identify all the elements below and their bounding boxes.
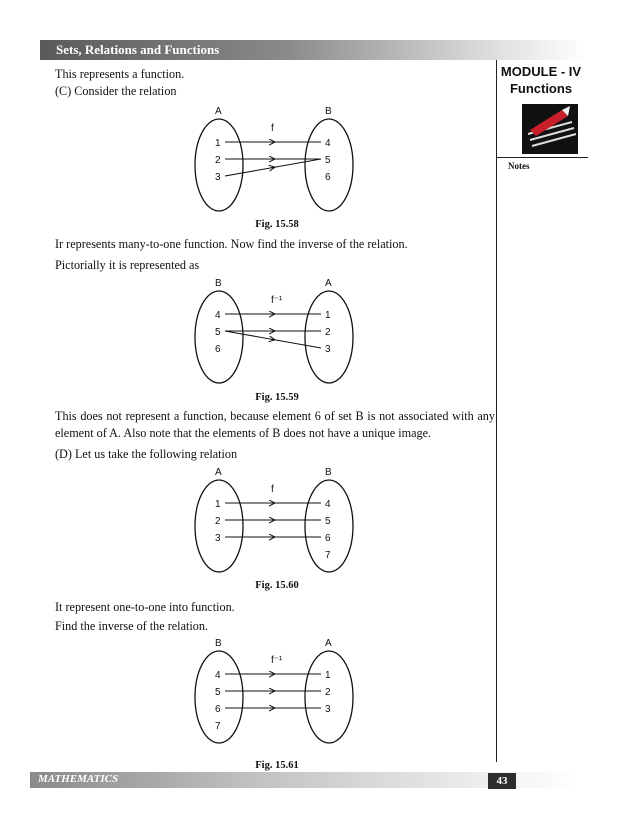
right-element: 7: [325, 550, 331, 561]
left-element: 1: [215, 138, 221, 149]
right-element: 2: [325, 327, 331, 338]
map-label: f: [271, 484, 274, 495]
figure-caption: Fig. 15.59: [255, 392, 299, 403]
right-element: 4: [325, 499, 331, 510]
mapping-diagram: [175, 277, 375, 387]
figure: [175, 105, 375, 215]
left-element: 7: [215, 721, 221, 732]
left-element: 5: [215, 687, 221, 698]
module-number: MODULE - IV: [500, 64, 582, 79]
left-element: 4: [215, 310, 221, 321]
left-element: 6: [215, 344, 221, 355]
paragraph: This does not represent a function, because element 6 of set B is not associated with any element of A. Also note that the elements of B does not have a unique image.: [55, 409, 495, 440]
right-element: 4: [325, 138, 331, 149]
paragraph: Ir represents many-to-one function. Now find the inverse of the relation.: [55, 237, 408, 251]
paragraph: Find the inverse of the relation.: [55, 619, 208, 633]
mapping-diagram: [175, 637, 375, 747]
left-element: 1: [215, 499, 221, 510]
left-element: 2: [215, 516, 221, 527]
arrow-head: [270, 339, 273, 340]
left-element: 4: [215, 670, 221, 681]
page-number: 43: [488, 773, 516, 789]
figure: [175, 637, 375, 747]
set-left-label: B: [215, 638, 222, 649]
paragraph: This represents a function.: [55, 67, 185, 81]
mapping-diagram: [175, 105, 375, 215]
right-element: 2: [325, 687, 331, 698]
set-right-label: A: [325, 278, 332, 289]
footer-subject: MATHEMATICS: [38, 773, 119, 785]
notes-label: Notes: [508, 161, 530, 171]
left-element: 6: [215, 704, 221, 715]
map-label: f⁻¹: [271, 295, 283, 306]
notes-divider: [496, 157, 588, 158]
figure-caption: Fig. 15.58: [255, 219, 299, 230]
book-pen-icon: [522, 104, 578, 154]
right-element: 3: [325, 704, 331, 715]
right-element: 5: [325, 516, 331, 527]
mapping-diagram: [175, 466, 375, 576]
set-right-label: A: [325, 638, 332, 649]
right-element: 1: [325, 310, 331, 321]
right-element: 6: [325, 172, 331, 183]
set-left-label: A: [215, 106, 222, 117]
right-element: 5: [325, 155, 331, 166]
left-element: 3: [215, 172, 221, 183]
module-label: [497, 63, 585, 97]
map-label: f⁻¹: [271, 655, 283, 666]
paragraph: Pictorially it is represented as: [55, 258, 200, 272]
left-element: 2: [215, 155, 221, 166]
figure-caption: Fig. 15.60: [255, 580, 299, 591]
header-bar: [40, 40, 586, 60]
set-right-label: B: [325, 467, 332, 478]
paragraph: (C) Consider the relation: [55, 84, 177, 98]
right-element: 3: [325, 344, 331, 355]
header-title: Sets, Relations and Functions: [56, 42, 220, 57]
set-left-label: A: [215, 467, 222, 478]
margin-divider: [496, 60, 497, 762]
right-element: 6: [325, 533, 331, 544]
paragraph: (D) Let us take the following relation: [55, 447, 238, 461]
right-element: 1: [325, 670, 331, 681]
figure: [175, 277, 375, 387]
left-element: 3: [215, 533, 221, 544]
set-left-label: B: [215, 278, 222, 289]
arrow-head: [270, 168, 273, 169]
figure-caption: Fig. 15.61: [255, 760, 299, 771]
set-right-label: B: [325, 106, 332, 117]
map-label: f: [271, 123, 274, 134]
paragraph: It represent one-to-one into function.: [55, 600, 235, 614]
figure: [175, 466, 375, 576]
left-element: 5: [215, 327, 221, 338]
module-topic: Functions: [509, 81, 573, 96]
